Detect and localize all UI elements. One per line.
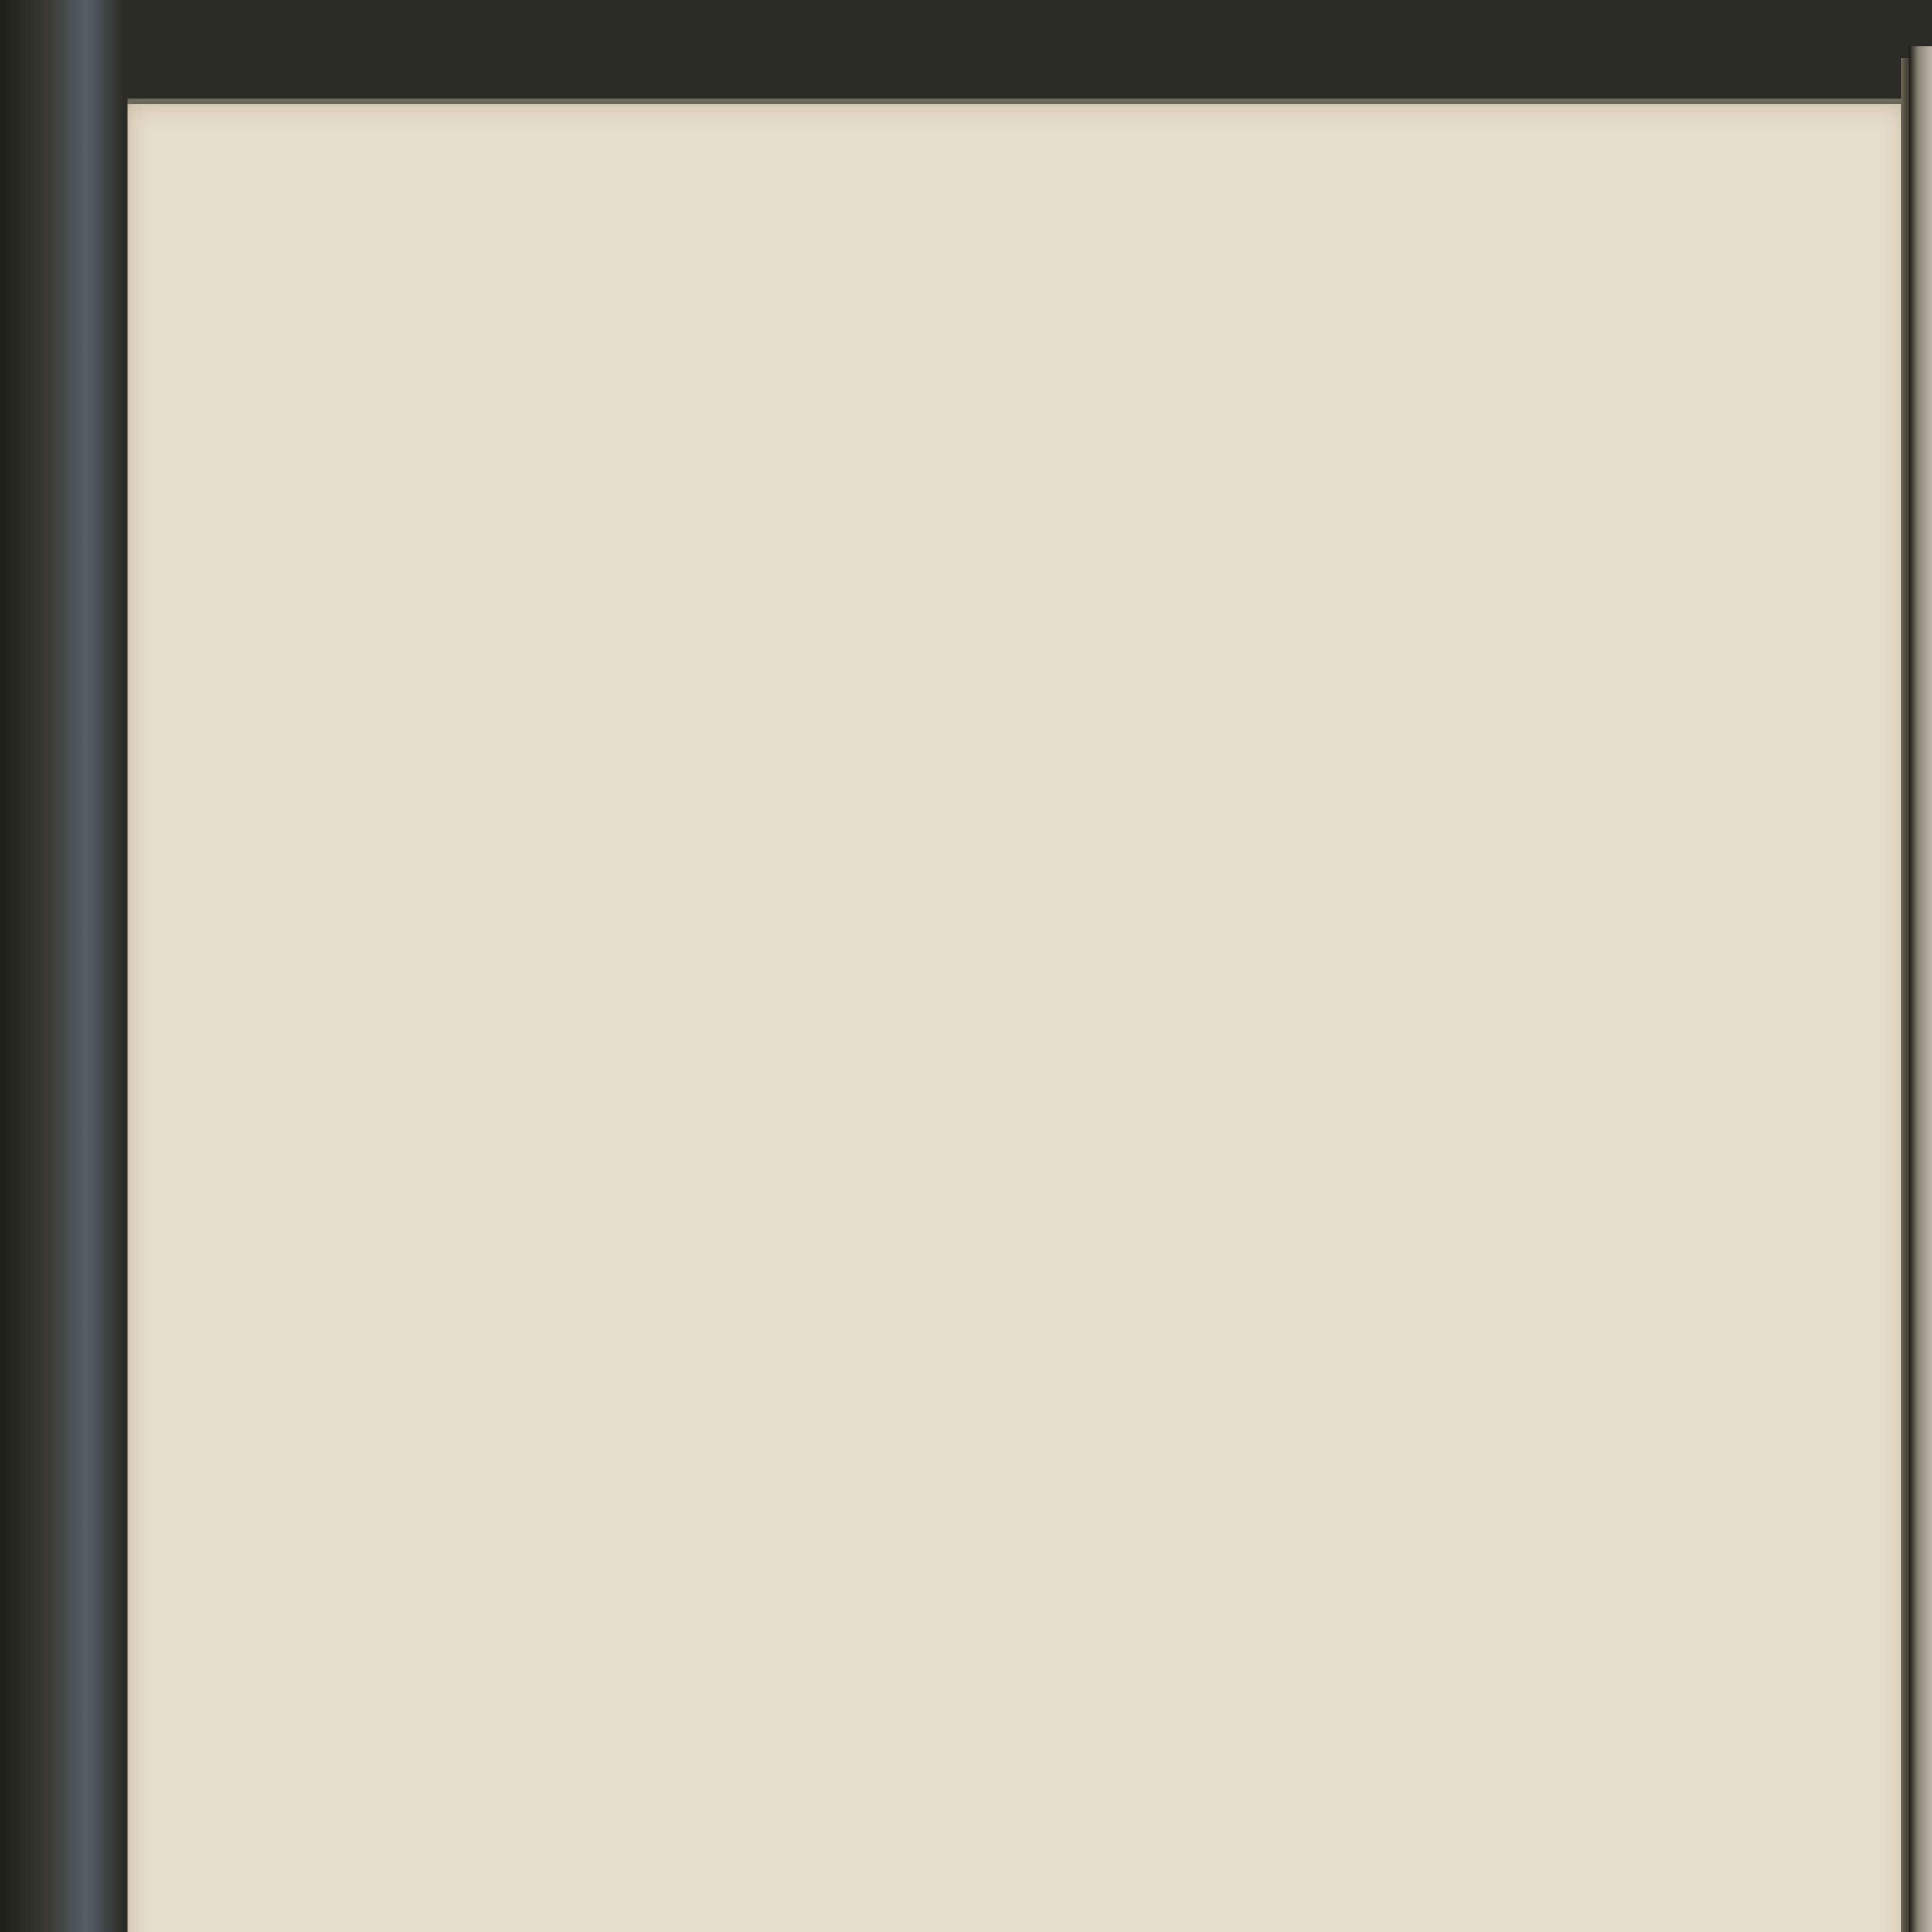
- facing-page: [1909, 46, 1932, 1932]
- book-page: [128, 104, 1905, 1932]
- page-number: [974, 298, 1136, 336]
- book-binding-edge: [0, 0, 124, 1932]
